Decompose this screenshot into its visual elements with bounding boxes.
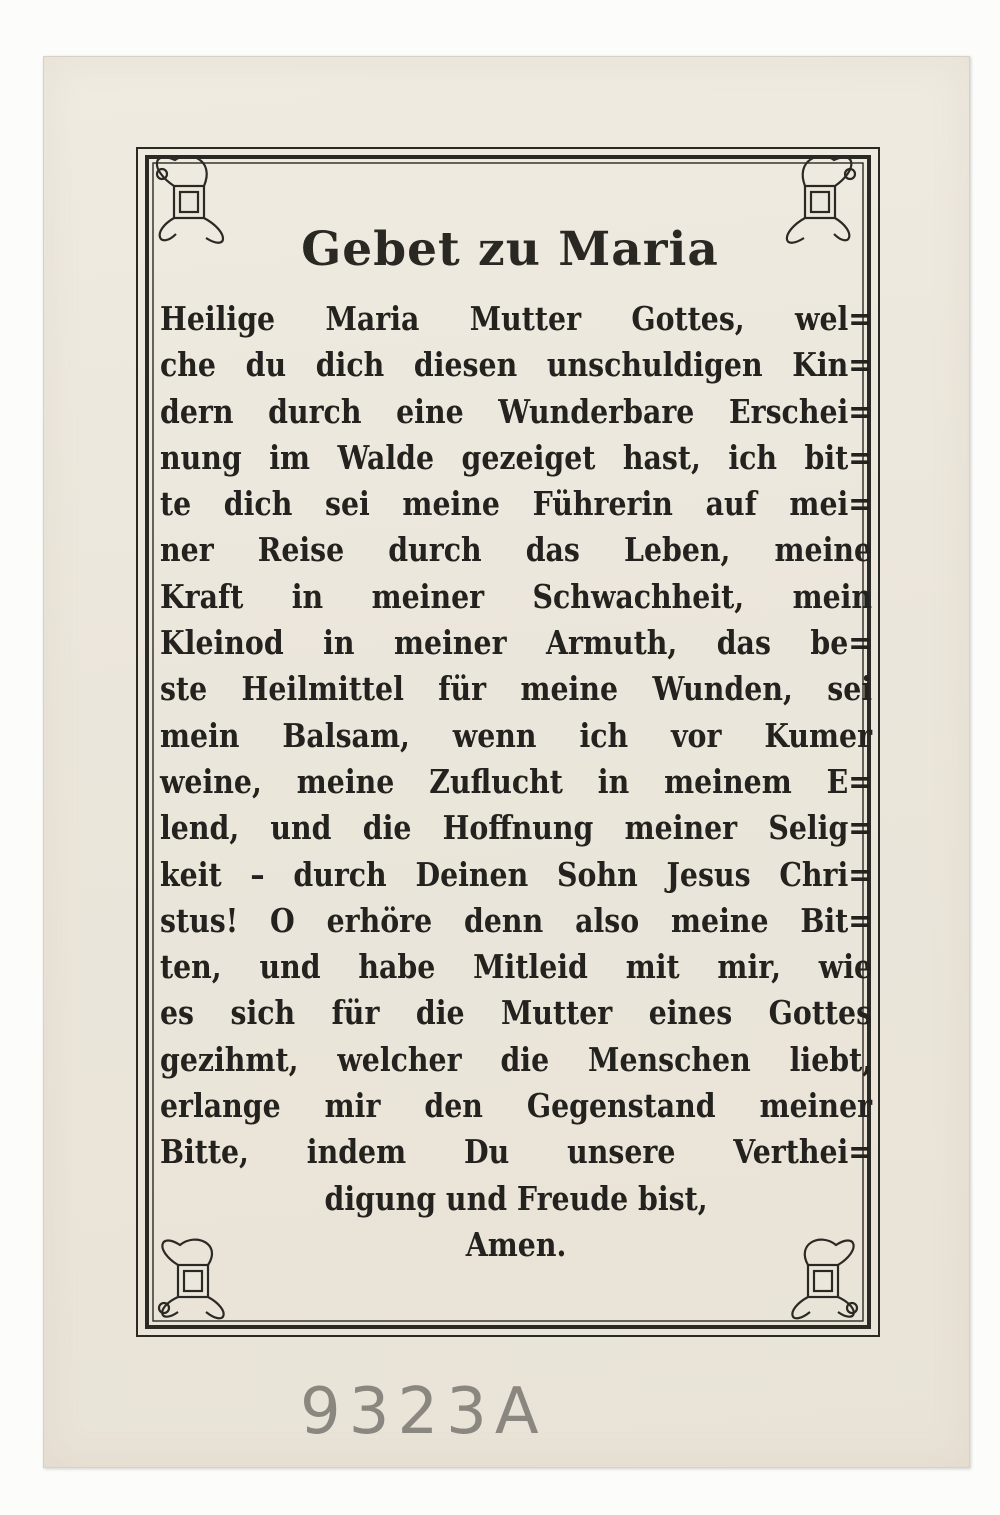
prayer-title: Gebet zu Maria bbox=[301, 222, 719, 277]
prayer-line: ten, und habe Mitleid mit mir, wie bbox=[160, 947, 873, 987]
prayer-line: lend, und die Hoffnung meiner Selig= bbox=[160, 808, 873, 848]
prayer-line: es sich für die Mutter eines Gottes bbox=[160, 993, 873, 1033]
prayer-text bbox=[160, 296, 873, 1268]
prayer-line: Kraft in meiner Schwachheit, mein bbox=[160, 576, 873, 616]
prayer-line: erlange mir den Gegenstand meiner bbox=[160, 1086, 873, 1126]
prayer-line: ner Reise durch das Leben, meine bbox=[160, 530, 873, 570]
prayer-line: gezihmt, welcher die Menschen liebt, bbox=[160, 1039, 873, 1079]
prayer-line: digung und Freude bist, bbox=[324, 1178, 708, 1218]
prayer-line: Heilige Maria Mutter Gottes, wel= bbox=[160, 299, 873, 338]
prayer-line: stus! O erhöre denn also meine Bit= bbox=[160, 900, 873, 940]
prayer-line: ste Heilmittel für meine Wunden, sei bbox=[160, 669, 873, 709]
prayer-line: dern durch eine Wunderbare Erschei= bbox=[160, 391, 873, 431]
prayer-line: te dich sei meine Führerin auf mei= bbox=[160, 484, 873, 524]
inventory-number: 9323A bbox=[300, 1375, 547, 1449]
prayer-line: Bitte, indem Du unsere Verthei= bbox=[160, 1132, 873, 1172]
prayer-line: mein Balsam, wenn ich vor Kumer bbox=[160, 715, 873, 755]
prayer-closing-amen: Amen. bbox=[465, 1224, 567, 1264]
prayer-line: Kleinod in meiner Armuth, das be= bbox=[160, 623, 873, 663]
prayer-line: keit – durch Deinen Sohn Jesus Chri= bbox=[160, 854, 873, 894]
prayer-line: weine, meine Zuflucht in meinem E= bbox=[160, 761, 873, 801]
prayer-line: nung im Walde gezeiget hast, ich bit= bbox=[160, 437, 873, 477]
prayer-line: che du dich diesen unschuldigen Kin= bbox=[160, 345, 873, 385]
